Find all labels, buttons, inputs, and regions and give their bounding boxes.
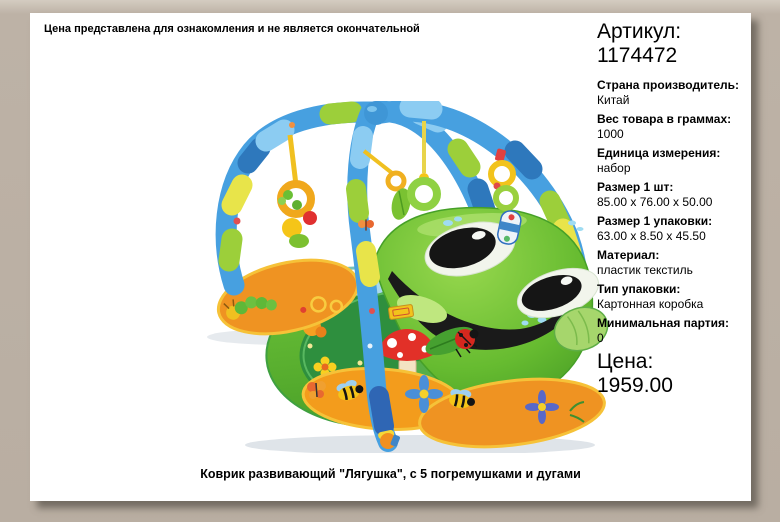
attribute-label: Материал: — [597, 248, 660, 262]
attribute-label: Размер 1 шт: — [597, 180, 674, 194]
article-value: 1174472 — [597, 44, 678, 67]
product-card — [30, 13, 751, 501]
disclaimer-text: Цена представлена для ознакомления и не является окончательной — [44, 23, 420, 35]
attribute-value: 85.00 x 76.00 x 50.00 — [597, 195, 713, 209]
attribute-label: Тип упаковки: — [597, 282, 681, 296]
attribute-row-item-size — [597, 180, 769, 209]
attribute-label: Единица измерения: — [597, 146, 721, 160]
price-block — [597, 350, 769, 398]
attribute-value: Картонная коробка — [597, 297, 704, 311]
product-photo — [120, 101, 620, 453]
attribute-value: 63.00 x 8.50 x 45.50 — [597, 229, 706, 243]
frog-playmat-illustration — [120, 101, 620, 453]
attribute-row-weight — [597, 112, 769, 141]
product-info-panel — [597, 20, 769, 398]
price-label: Цена: — [597, 350, 654, 373]
attribute-value: 0 — [597, 331, 604, 345]
hanging-rattle-left — [278, 135, 317, 248]
attribute-value: 1000 — [597, 127, 624, 141]
attribute-row-pack-type — [597, 282, 769, 311]
article-label: Артикул: — [597, 20, 682, 43]
attribute-value: пластик текстиль — [597, 263, 693, 277]
attribute-row-unit — [597, 146, 769, 175]
attribute-label: Страна производитель: — [597, 78, 739, 92]
article-block — [597, 20, 769, 68]
attribute-row-country — [597, 78, 769, 107]
attribute-label: Вес товара в граммах: — [597, 112, 732, 126]
attribute-label: Минимальная партия: — [597, 316, 729, 330]
attribute-value: Китай — [597, 93, 630, 107]
attribute-row-pack-size — [597, 214, 769, 243]
attribute-value: набор — [597, 161, 631, 175]
attribute-row-min-lot — [597, 316, 769, 345]
attribute-row-material — [597, 248, 769, 277]
attribute-label: Размер 1 упаковки: — [597, 214, 713, 228]
hanging-rattle-leaf — [364, 151, 413, 222]
price-value: 1959.00 — [597, 374, 673, 397]
product-title: Коврик развивающий "Лягушка", с 5 погремушками и дугами — [200, 467, 581, 481]
butterfly-print — [307, 381, 326, 399]
